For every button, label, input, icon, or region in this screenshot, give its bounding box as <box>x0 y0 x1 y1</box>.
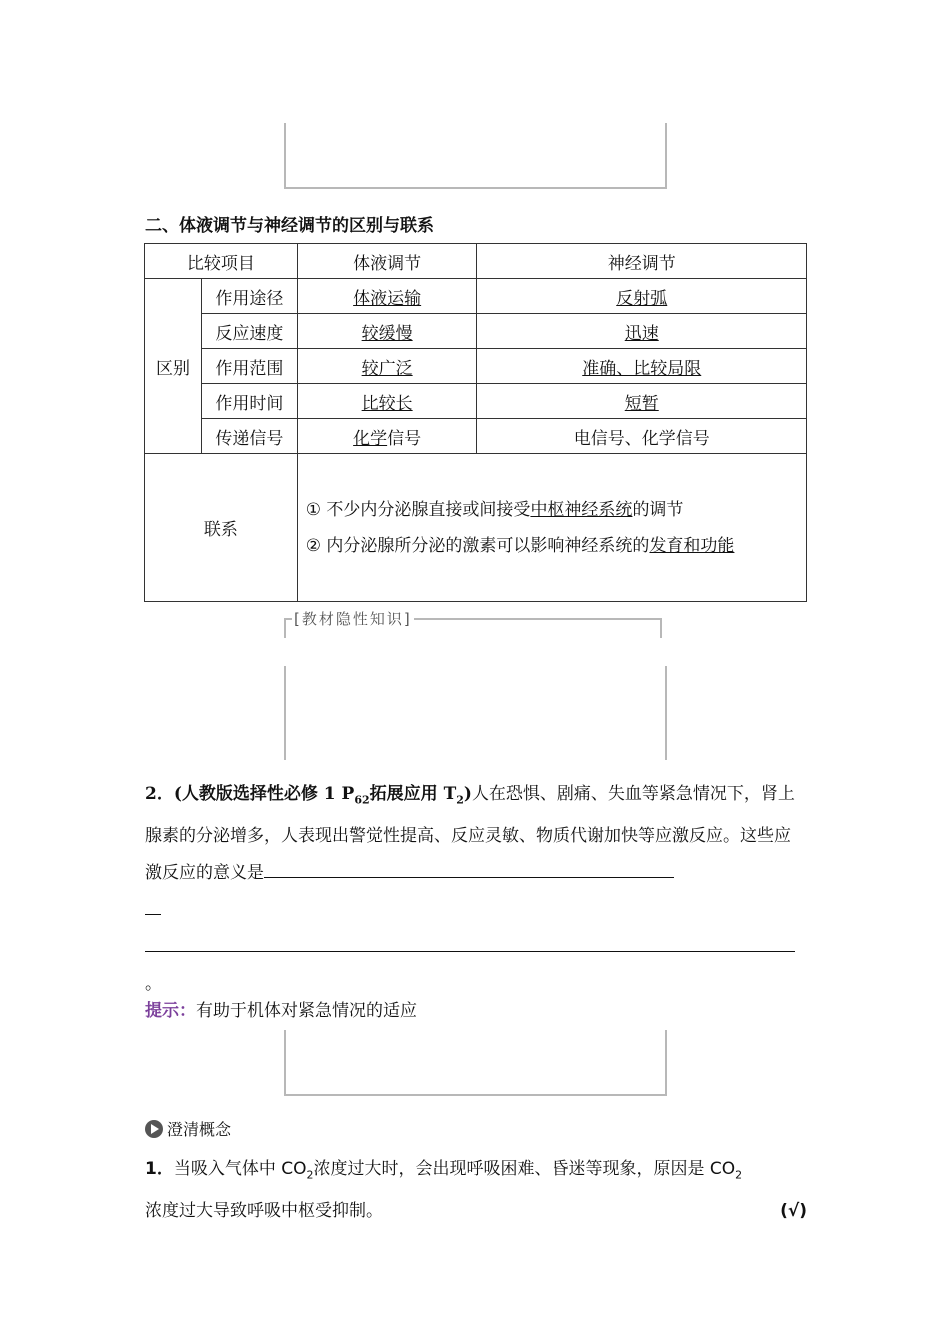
section-heading: 二、体液调节与神经调节的区别与联系 <box>145 216 434 236</box>
row-item: 作用范围 <box>201 349 297 384</box>
statement-1: 1．当吸入气体中 $CO_2$浓度过大时，会出现呼吸困难、昏迷等现象，原因是 $CO_2$ 浓度过大导致呼吸中枢受抑制。 (√) <box>145 1151 807 1230</box>
row-neural: 电信号、化学信号 <box>477 419 807 454</box>
row-neural <box>477 279 807 314</box>
frame-bracket-top <box>284 123 667 189</box>
answer-blank-1[interactable] <box>264 877 674 878</box>
header-neural: 神经调节 <box>477 244 807 279</box>
question-end: 。 <box>145 974 162 995</box>
frame-bracket-bottom <box>284 1030 667 1096</box>
concept-heading-label: 澄清概念 <box>167 1120 232 1139</box>
row-humoral <box>297 279 477 314</box>
link-line-1: ① 不少内分泌腺直接或间接受中枢神经系统的调节 <box>305 499 684 520</box>
link-label: 联系 <box>145 454 298 602</box>
row-neural <box>477 349 807 384</box>
row-item: 反应速度 <box>201 314 297 349</box>
hint-label: 提示： <box>145 1001 196 1021</box>
answer-underlined: 迅速 <box>624 323 659 344</box>
table-row <box>145 314 807 349</box>
table-row <box>145 279 807 314</box>
group-label: 区别 <box>145 279 202 454</box>
answer-underlined: 体液运输 <box>353 288 422 309</box>
hint-text: 有助于机体对紧急情况的适应 <box>196 1001 417 1021</box>
row-humoral <box>297 419 477 454</box>
answer-blank-3[interactable] <box>145 951 795 952</box>
statement-number: 1． <box>145 1159 174 1179</box>
answer-underlined: 反射弧 <box>616 288 668 309</box>
concept-heading <box>145 1117 231 1140</box>
comparison-table <box>144 243 807 602</box>
frame-bracket-middle <box>284 666 667 760</box>
row-item: 作用时间 <box>201 384 297 419</box>
table-row <box>145 349 807 384</box>
hidden-knowledge-label-box <box>284 608 662 638</box>
link-content <box>297 454 806 602</box>
answer-underlined: 较缓慢 <box>361 323 413 344</box>
header-humoral: 体液调节 <box>297 244 477 279</box>
judgement-mark: (√) <box>780 1201 807 1222</box>
answer-blank-2[interactable] <box>145 914 161 915</box>
hint <box>145 996 417 1021</box>
question-source: 2．(人教版选择性必修 1 $P_{62}$拓展应用 $T_2$) <box>145 784 472 807</box>
table-row <box>145 419 807 454</box>
question-text: 人在恐惧、剧痛、失血等紧急情况下，肾上腺素的分泌增多，人表现出警觉性提高、反应灵敏、物质代谢加快等应激反应。这些应激反应的意义是 <box>145 784 795 884</box>
row-neural <box>477 314 807 349</box>
hidden-knowledge-label: [教材隐性知识] <box>294 610 412 628</box>
question-2 <box>145 776 807 1003</box>
answer-underlined: 化学 <box>353 428 388 449</box>
header-item: 比较项目 <box>145 244 298 279</box>
row-neural <box>477 384 807 419</box>
row-item: 作用途径 <box>201 279 297 314</box>
answer-underlined: 短暂 <box>624 393 659 414</box>
answer-underlined: 比较长 <box>361 393 413 414</box>
link-line-2: ② 内分泌腺所分泌的激素可以影响神经系统的发育和功能 <box>305 535 735 556</box>
answer-rest: 信号 <box>387 428 422 449</box>
table-header-row <box>145 244 807 279</box>
row-humoral <box>297 314 477 349</box>
row-item: 传递信号 <box>201 419 297 454</box>
row-humoral <box>297 349 477 384</box>
answer-underlined: 较广泛 <box>361 358 413 379</box>
row-humoral <box>297 384 477 419</box>
table-link-row <box>145 454 807 602</box>
table-row <box>145 384 807 419</box>
answer-underlined: 准确、比较局限 <box>582 358 702 379</box>
play-icon <box>145 1120 163 1138</box>
